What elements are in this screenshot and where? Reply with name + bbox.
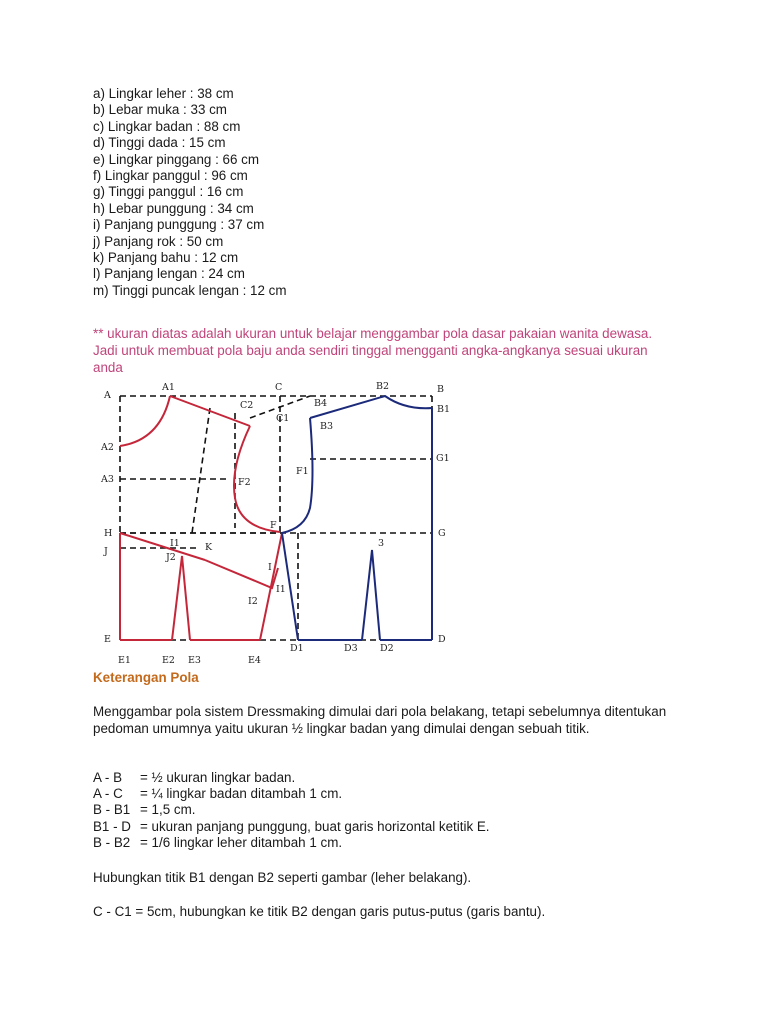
label-a2: A2 xyxy=(101,442,114,453)
label-f1: F1 xyxy=(296,466,309,477)
label-b3: B3 xyxy=(320,421,334,432)
measurement-item: b) Lebar muka : 33 cm xyxy=(93,102,227,118)
label-e4: E4 xyxy=(248,655,261,666)
back-neckline xyxy=(385,396,432,408)
label-d: D xyxy=(438,634,446,645)
step-value: = ¼ lingkar badan ditambah 1 cm. xyxy=(140,786,343,802)
measurement-item: a) Lingkar leher : 38 cm xyxy=(93,86,234,101)
measurement-item: d) Tinggi dada : 15 cm xyxy=(93,135,226,151)
label-b2: B2 xyxy=(376,381,390,392)
label-h: H xyxy=(104,528,113,539)
section-heading: Keterangan Pola xyxy=(93,670,199,685)
measurement-item: h) Lebar punggung : 34 cm xyxy=(93,200,254,216)
paragraph-c1: C - C1 = 5cm, hubungkan ke titik B2 dengan garis putus-putus (garis bantu). xyxy=(93,904,546,919)
label-a3: A3 xyxy=(101,474,114,485)
guide-line-a1 xyxy=(192,408,210,533)
step-row xyxy=(93,835,490,851)
step-value: = ukuran panjang punggung, buat garis horizontal ketitik E. xyxy=(140,818,490,834)
label-d3: D3 xyxy=(344,643,358,654)
label-g: G xyxy=(438,528,446,539)
label-f2: F2 xyxy=(238,477,251,488)
intro-paragraph: Menggambar pola sistem Dressmaking dimulai dari pola belakang, tetapi sebelumnya ditentukan pedoman umumnya yaitu ukuran ½ lingkar badan yang dimulai dengan sebuah titik. xyxy=(93,704,667,736)
label-j2: J2 xyxy=(166,552,176,563)
pattern-svg xyxy=(100,378,460,668)
label-c: C xyxy=(275,382,283,393)
measurement-item: j) Panjang rok : 50 cm xyxy=(93,233,224,249)
label-e2: E2 xyxy=(162,655,175,666)
back-dart xyxy=(362,550,380,640)
label-i2: I2 xyxy=(248,596,258,607)
label-j: J xyxy=(104,546,108,557)
label-a: A xyxy=(104,390,111,401)
label-e3: E3 xyxy=(188,655,201,666)
step-row xyxy=(93,819,490,835)
label-b: B xyxy=(437,384,444,395)
step-key: B - B1 xyxy=(93,802,131,818)
label-a1: A1 xyxy=(162,382,175,393)
step-row xyxy=(93,802,490,818)
front-neckline xyxy=(120,396,170,446)
step-row xyxy=(93,770,490,786)
step-key: B - B2 xyxy=(93,834,131,850)
paragraph-neck: Hubungkan titik B1 dengan B2 seperti gambar (leher belakang). xyxy=(93,870,472,885)
label-e1: E1 xyxy=(118,655,131,666)
measurement-item: c) Lingkar badan : 88 cm xyxy=(93,118,241,134)
label-b4: B4 xyxy=(314,398,328,409)
step-value: = ½ ukuran lingkar badan. xyxy=(140,770,296,785)
measurement-item: f) Lingkar panggul : 96 cm xyxy=(93,168,248,184)
note-text: ** ukuran diatas adalah ukuran untuk belajar menggambar pola dasar pakaian wanita dewasa. Jadi untuk membuat pola baju anda sendiri tinggal mengganti angka-angkanya sesuai ukuran anda xyxy=(93,326,653,375)
measurement-item: l) Panjang lengan : 24 cm xyxy=(93,266,245,282)
measurement-item: e) Lingkar pinggang : 66 cm xyxy=(93,151,259,167)
pattern-diagram xyxy=(100,378,460,668)
label-i: I xyxy=(268,562,272,573)
label-k: K xyxy=(205,542,213,553)
back-pattern xyxy=(282,396,432,640)
label-d2: D2 xyxy=(380,643,394,654)
measurement-list xyxy=(93,86,693,299)
label-c1: C1 xyxy=(276,413,290,424)
label-e: E xyxy=(104,634,111,645)
front-shoulder xyxy=(170,396,250,426)
measurement-item: m) Tinggi puncak lengan : 12 cm xyxy=(93,282,287,298)
label-b1: B1 xyxy=(437,404,451,415)
steps-list xyxy=(93,770,490,851)
step-row xyxy=(93,786,490,802)
front-dart-1 xyxy=(172,556,190,640)
label-d1: D1 xyxy=(290,643,304,654)
measurement-item: k) Panjang bahu : 12 cm xyxy=(93,250,239,266)
label-c2: C2 xyxy=(240,400,254,411)
step-key: B1 - D xyxy=(93,818,131,834)
label-i1: I1 xyxy=(170,538,180,549)
label-3: 3 xyxy=(378,538,385,549)
measurement-item: g) Tinggi panggul : 16 cm xyxy=(93,184,244,200)
step-value: = 1/6 lingkar leher ditambah 1 cm. xyxy=(140,834,343,850)
step-key: A - B xyxy=(93,770,123,785)
step-value: = 1,5 cm. xyxy=(140,802,196,818)
label-f: F xyxy=(270,520,277,531)
label-i1b: I1 xyxy=(276,584,286,595)
label-g1: G1 xyxy=(436,453,450,464)
measurement-section xyxy=(93,86,693,299)
front-waist xyxy=(120,533,205,560)
measurement-item: i) Panjang punggung : 37 cm xyxy=(93,217,265,233)
step-key: A - C xyxy=(93,786,123,802)
guide-lines xyxy=(120,396,432,640)
